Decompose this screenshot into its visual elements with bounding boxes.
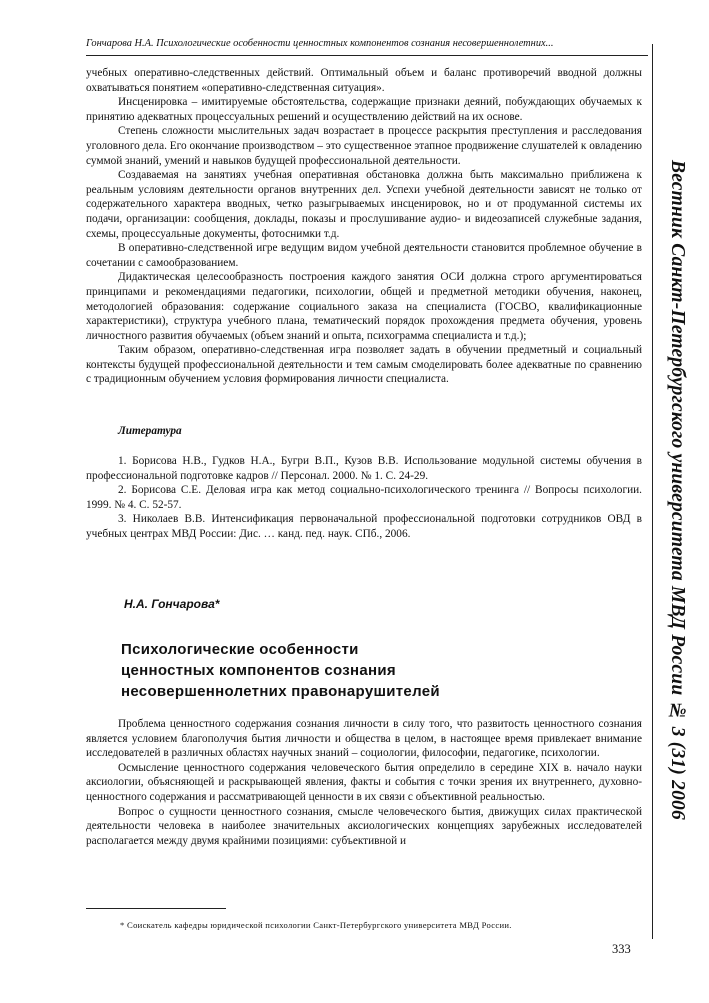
running-header: Гончарова Н.А. Психологические особенности ценностных компонентов сознания несовершеннолетних...: [86, 38, 554, 49]
continued-text: [86, 66, 642, 387]
reference-item: 3. Николаев В.В. Интенсификация первоначальной профессиональной подготовки сотрудников ОВД в учебных центрах МВД России: Дис. … канд. пед. наук. СПб., 2006.: [86, 513, 642, 540]
vertical-divider: [652, 44, 653, 939]
title-line: несовершеннолетних правонарушителей: [121, 683, 440, 700]
article-author: Н.А. Гончарова*: [124, 597, 220, 611]
paragraph: Степень сложности мыслительных задач возрастает в процессе раскрытия преступления и расследования уголовного дела. Его окончание производством – это существенное этапное продвижение слушателей к овладению суммой знаний, умений и навыков будущей профессиональной деятельности.: [86, 125, 642, 167]
paragraph: учебных оперативно-следственных действий. Оптимальный объем и баланс противоречий вводной должны охватываться понятием «оперативно-следственная ситуация».: [86, 67, 642, 94]
literature-heading: Литература: [118, 425, 182, 437]
paragraph: Инсценировка – имитируемые обстоятельства, содержащие признаки деяний, побуждающих обучаемых к принятию адекватных процессуальных решений и осуществлению действий на их основе.: [86, 96, 642, 123]
paragraph: Дидактическая целесообразность построения каждого занятия ОСИ должна строго аргументироваться принципами и рекомендациями педагогики, психологии, общей и предметной методики обучения, наконец, методологией образования: содержание социального заказа на специалиста (ГОСВО, квалификационные характеристики), структура учебного плана, тематический порядок прохождения предмета обучения, уровень личностного развития обучаемых (объем знаний и опыта, психограмма специалиста и т.д.);: [86, 271, 642, 342]
article-title: [121, 639, 581, 702]
reference-list: [86, 454, 642, 542]
reference-item: 1. Борисова Н.В., Гудков Н.А., Бугри В.П., Кузов В.В. Использование модульной системы обучения в профессиональной подготовке кадров // Персонал. 2000. № 1. С. 24-29.: [86, 455, 642, 482]
paragraph: Таким образом, оперативно-следственная игра позволяет задать в обучении предметный и социальный контексты будущей профессиональной деятельности и тем самым смоделировать более адекватные по сравнению с традиционным обучением условия формирования личности специалиста.: [86, 344, 642, 386]
article-body: [86, 717, 642, 848]
paragraph: Создаваемая на занятиях учебная оперативная обстановка должна быть максимально приближена к реальным условиям деятельности органов внутренних дел. Успехи учебной деятельности зависят не только от содержательного характера вводных, четко разыгрываемых инсценировок, но и от продуманной системы их подачи, организации: сообщения, доклады, показы и прослушивание аудио- и видеозаписей служебные задания, схемы, процессуальные документы, фотоснимки т.д.: [86, 169, 642, 240]
journal-name: Вестник Санкт-Петербургского университета МВД России № 3 (31) 2006: [667, 160, 688, 820]
header-divider: [86, 55, 648, 56]
reference-item: 2. Борисова С.Е. Деловая игра как метод социально-психологического тренинга // Вопросы психологии. 1999. № 4. С. 52-57.: [86, 484, 642, 511]
footnote-divider: [86, 908, 226, 909]
paragraph: Вопрос о сущности ценностного сознания, смысле человеческого бытия, движущих силах практической деятельности человека в наиболее значительных аксиологических концепциях зарубежных исследователей располагается между двумя крайними позициями: субъективной и: [86, 805, 642, 847]
title-line: Психологические особенности: [121, 641, 359, 658]
paragraph: Проблема ценностного содержания сознания личности в силу того, что развитость ценностного сознания является условием благополучия бытия личности и общества в целом, в настоящее время привлекает внимание исследователей в различных областях научных знаний – социологии, философии, педагогике, психологии.: [86, 718, 642, 760]
paragraph: В оперативно-следственной игре ведущим видом учебной деятельности становится проблемное обучение в сочетании с самообразованием.: [86, 242, 642, 269]
footnote: * Соискатель кафедры юридической психологии Санкт-Петербургского университета МВД России.: [120, 920, 512, 930]
title-line: ценностных компонентов сознания: [121, 662, 396, 679]
page-number: 333: [612, 942, 631, 956]
paragraph: Осмысление ценностного содержания человеческого бытия определило в середине XIX в. начало науки аксиологии, объясняющей и раскрывающей явления, факты и события с точки зрения их внутреннего, духовно-ценностного содержания и рассматривающей ценности в их связи с объективной реальностью.: [86, 761, 642, 803]
